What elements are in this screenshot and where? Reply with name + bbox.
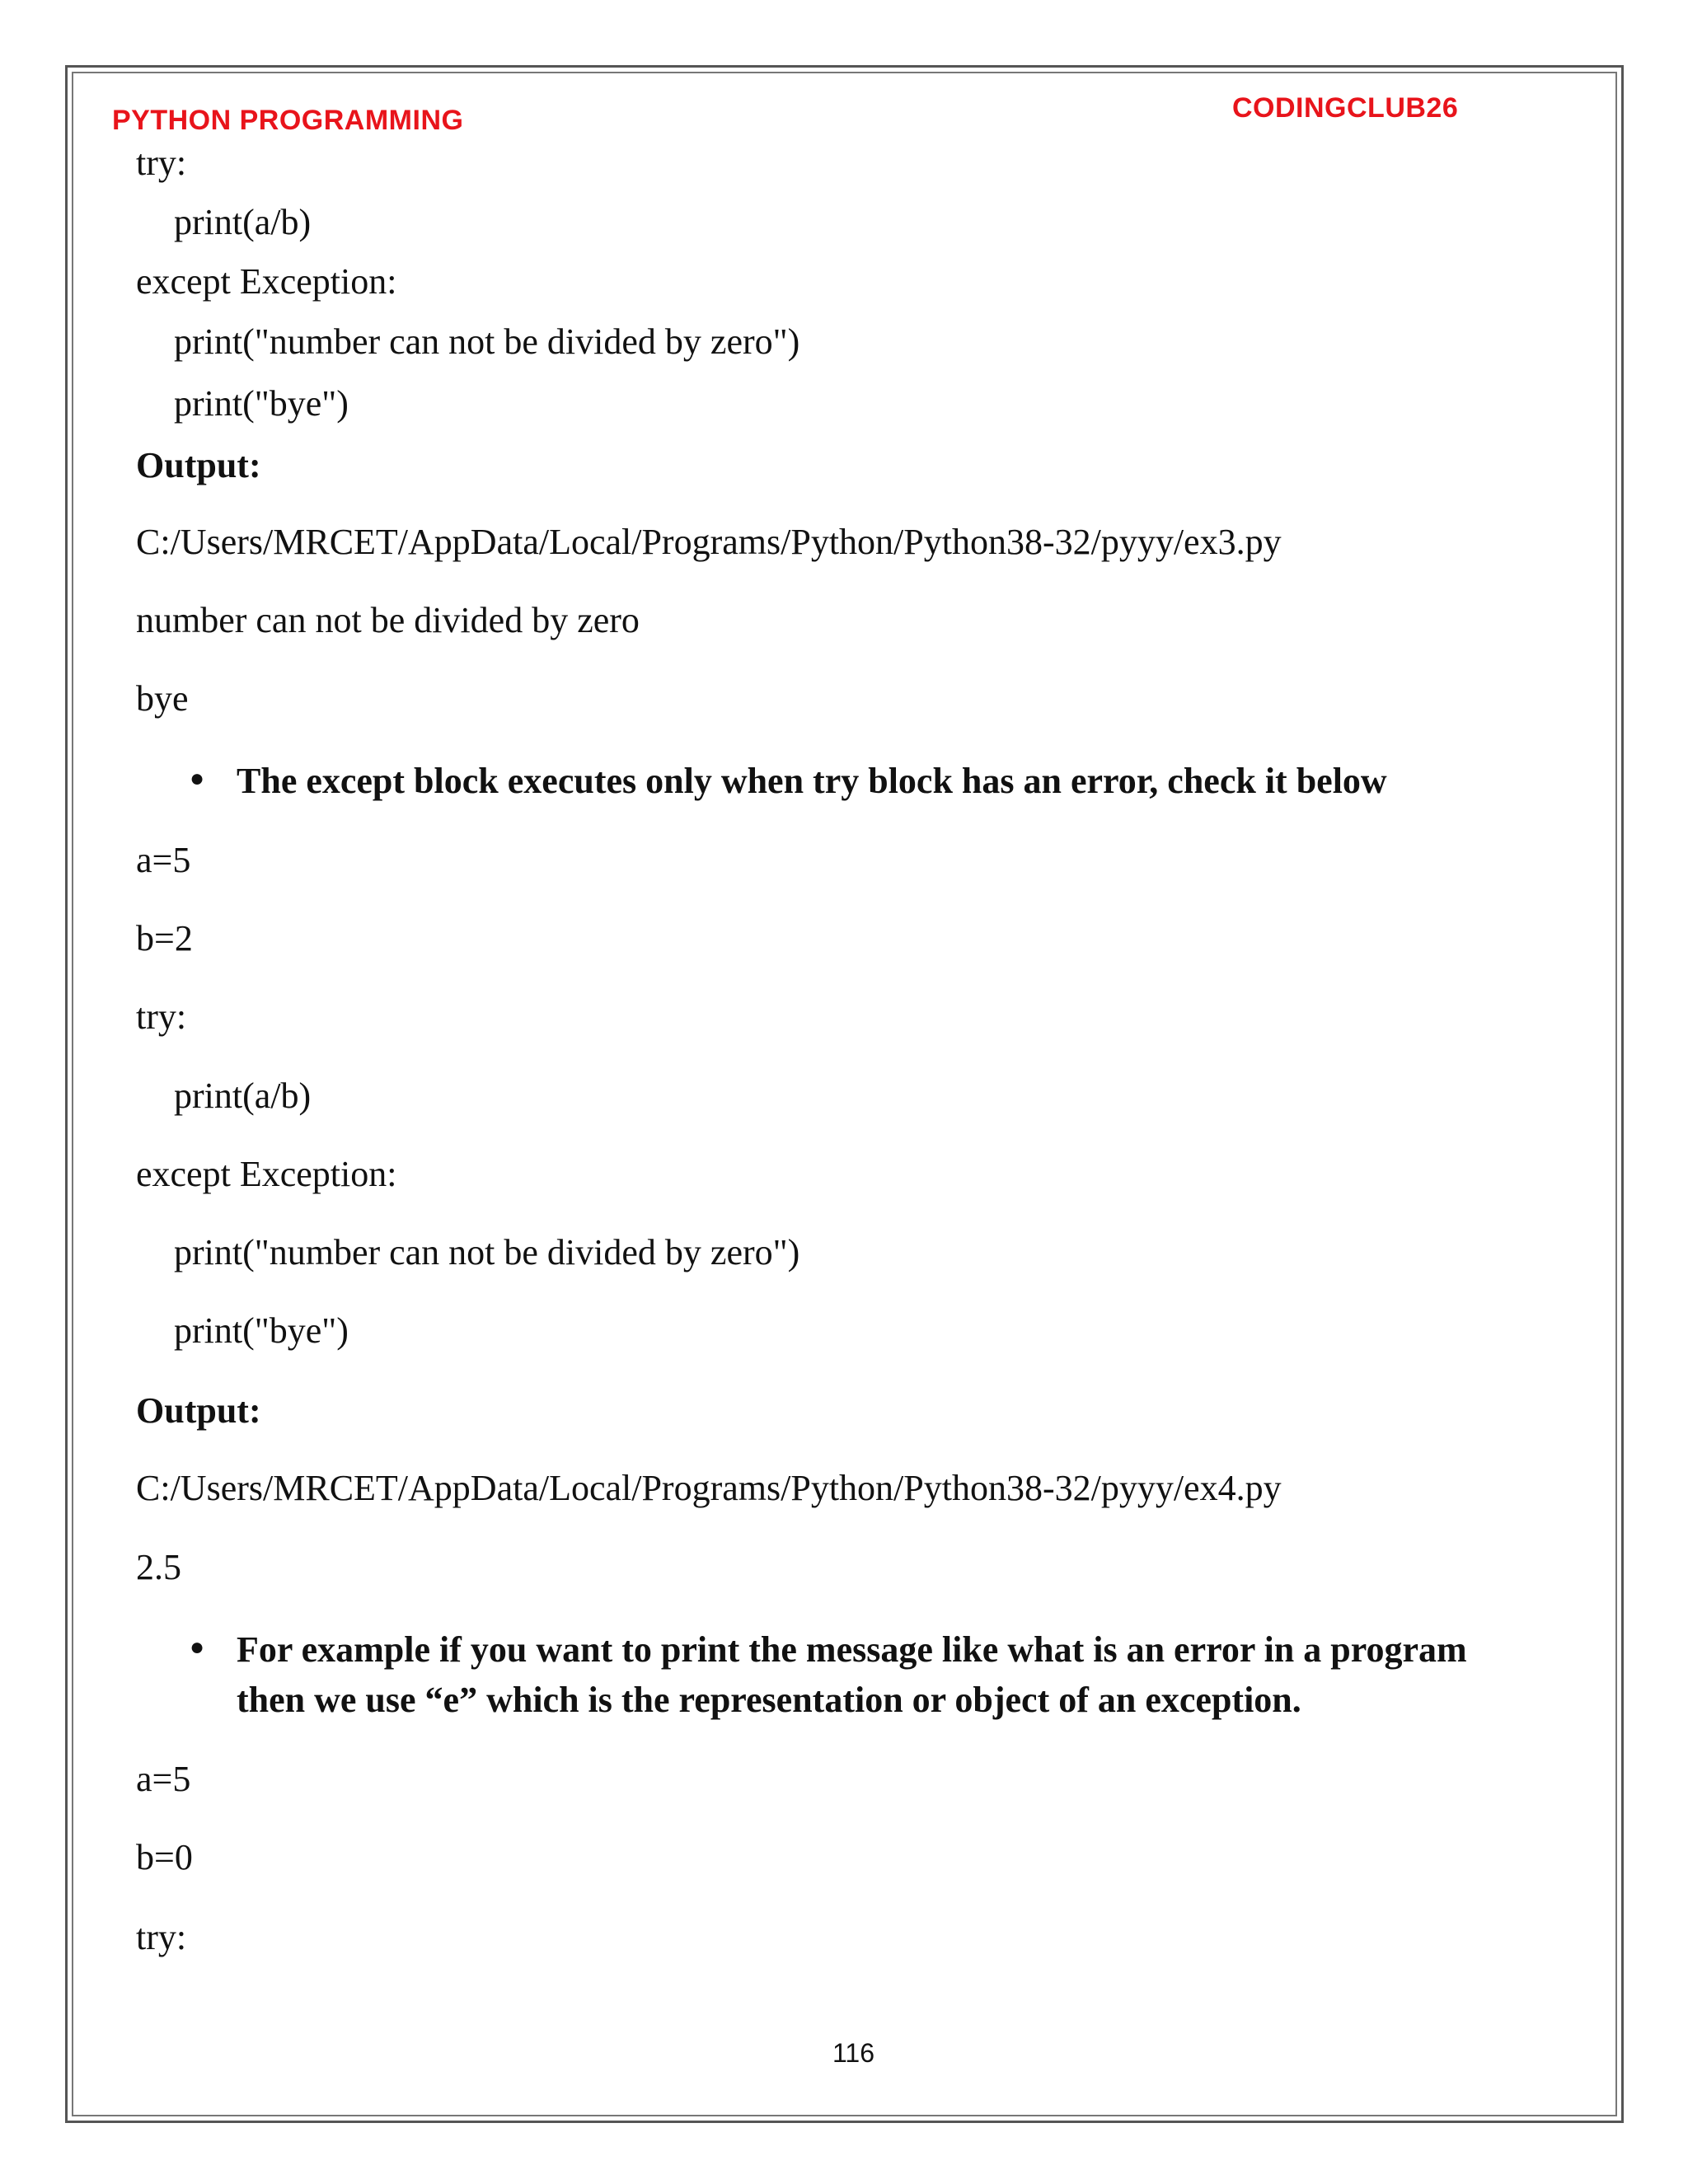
code-line: a=5 — [136, 840, 191, 880]
bullet-text: The except block executes only when try block has an error, check it below — [237, 761, 1387, 801]
code-line: except Exception: — [136, 1154, 397, 1194]
code-line: print("number can not be divided by zero") — [174, 1232, 800, 1272]
code-line: print("bye") — [174, 1310, 349, 1351]
code-line: b=2 — [136, 918, 193, 958]
header-course-title: PYTHON PROGRAMMING — [112, 105, 464, 136]
code-line: a=5 — [136, 1759, 191, 1799]
output-line: 2.5 — [136, 1547, 181, 1587]
output-heading: Output: — [136, 445, 261, 485]
code-line: print(a/b) — [174, 202, 312, 242]
code-line: except Exception: — [136, 261, 397, 302]
bullet-text-continued: then we use “e” which is the representation or object of an exception. — [237, 1680, 1301, 1720]
page-number: 116 — [832, 2038, 875, 2068]
code-line: print("number can not be divided by zero") — [174, 321, 800, 362]
code-line: try: — [136, 143, 187, 183]
output-line: C:/Users/MRCET/AppData/Local/Programs/Python/Python38-32/pyyy/ex4.py — [136, 1468, 1282, 1508]
bullet-text: For example if you want to print the message like what is an error in a program — [237, 1629, 1467, 1670]
output-heading: Output: — [136, 1390, 261, 1431]
output-line: number can not be divided by zero — [136, 600, 640, 640]
code-line: b=0 — [136, 1837, 193, 1877]
header-club-name: CODINGCLUB26 — [1232, 92, 1459, 124]
output-line: bye — [136, 678, 189, 719]
code-line: print(a/b) — [174, 1076, 312, 1116]
code-line: print("bye") — [174, 383, 349, 424]
bullet-icon: ● — [190, 765, 205, 792]
code-line: try: — [136, 1917, 187, 1957]
code-line: try: — [136, 996, 187, 1037]
bullet-icon: ● — [190, 1633, 205, 1661]
output-line: C:/Users/MRCET/AppData/Local/Programs/Python/Python38-32/pyyy/ex3.py — [136, 522, 1282, 562]
